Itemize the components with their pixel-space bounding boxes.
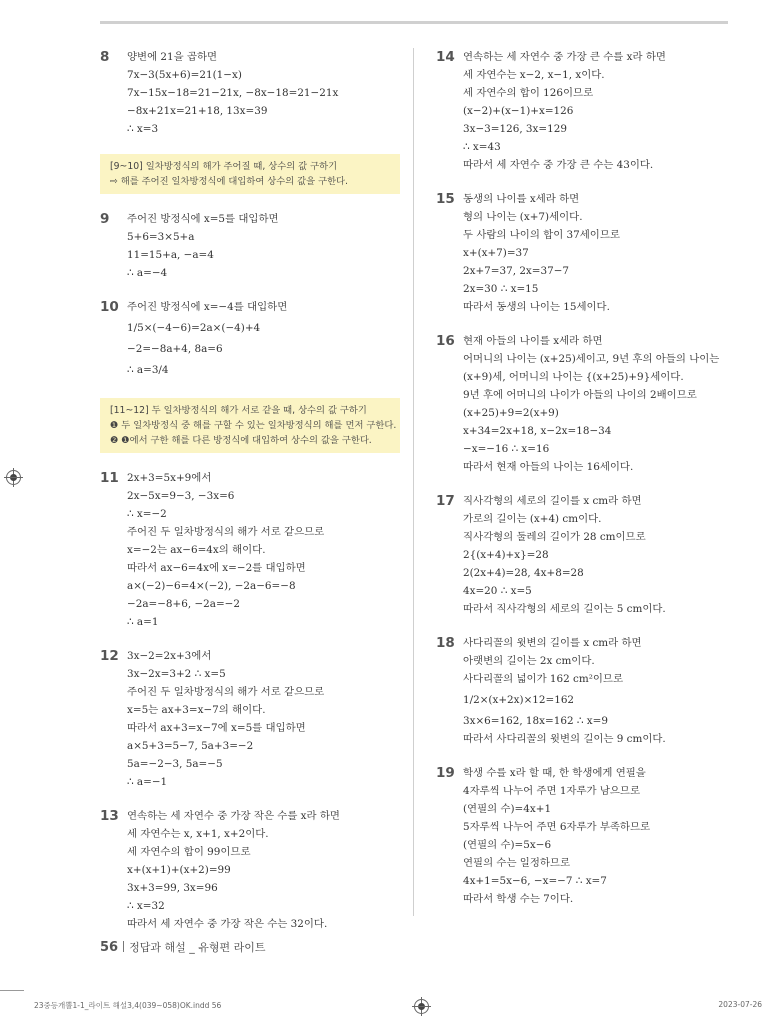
page-footer [100, 939, 265, 955]
solution-13 [100, 807, 400, 933]
solution-14 [436, 48, 736, 174]
solution-line: 양변에 21을 곱하면 [127, 51, 218, 63]
solution-line: 주어진 방정식에 x=−4를 대입하면 [127, 301, 288, 313]
solution-line: 세 자연수의 합이 99이므로 [127, 846, 251, 858]
tip-title: [9~10] 일차방정식의 해가 주어질 때, 상수의 값 구하기 [110, 161, 338, 172]
solution-8 [100, 48, 400, 138]
solution-line: 5자루씩 나누어 주면 6자루가 부족하므로 [463, 821, 651, 833]
solution-line: 사다리꼴의 넓이가 162 cm²이므로 [463, 673, 623, 685]
solution-line: 5a=−2−3, 5a=−5 [127, 758, 223, 770]
problem-number: 8 [100, 49, 110, 65]
solution-line: 따라서 학생 수는 7이다. [463, 893, 574, 905]
solution-line: 2x+7=37, 2x=37−7 [463, 265, 570, 277]
tip-box [100, 398, 400, 453]
solution-line: ∴ x=3 [127, 123, 159, 135]
solution-line: −x=−16 ∴ x=16 [463, 443, 550, 455]
solution-line: 두 사람의 나이의 합이 37세이므로 [463, 229, 620, 241]
solution-line: x+(x+7)=37 [463, 247, 529, 259]
solution-line: 5+6=3×5+a [127, 231, 195, 243]
solution-line: 11=15+a, −a=4 [127, 249, 214, 261]
problem-number: 16 [436, 333, 455, 349]
solution-16 [436, 332, 736, 476]
solution-10 [100, 298, 400, 382]
solution-line: (x+9)세, 어머니의 나이는 {(x+25)+9}세이다. [463, 371, 684, 383]
solution-line: 따라서 세 자연수 중 가장 큰 수는 43이다. [463, 159, 654, 171]
solution-line: 아랫변의 길이는 2x cm이다. [463, 655, 595, 667]
solution-line: a×5+3=5−7, 5a+3=−2 [127, 740, 254, 752]
problem-number: 10 [100, 299, 119, 315]
solution-line: −8x+21x=21+18, 13x=39 [127, 105, 268, 117]
solution-line: 7x−15x−18=21−21x, −8x−18=21−21x [127, 87, 339, 99]
registration-mark-icon [6, 470, 21, 485]
solution-line: ∴ x=43 [463, 141, 501, 153]
solution-line: 9년 후에 어머니의 나이가 아들의 나이의 2배이므로 [463, 389, 697, 401]
page-number: 56 [100, 940, 119, 955]
solution-line: 따라서 사다리꼴의 윗변의 길이는 9 cm이다. [463, 733, 666, 745]
solution-line: 3x×6=162, 18x=162 ∴ x=9 [463, 715, 608, 727]
solution-line: 따라서 현재 아들의 나이는 16세이다. [463, 461, 634, 473]
problem-number: 15 [436, 191, 455, 207]
solution-12 [100, 647, 400, 791]
solution-line: 세 자연수는 x, x+1, x+2이다. [127, 828, 269, 840]
solution-line: x+34=2x+18, x−2x=18−34 [463, 425, 612, 437]
solution-line: 직사각형의 둘레의 길이가 28 cm이므로 [463, 531, 646, 543]
solution-line: 3x−2=2x+3에서 [127, 650, 212, 662]
top-rule [100, 21, 728, 24]
tip-line: ❷ ❶에서 구한 해를 다른 방정식에 대입하여 상수의 값을 구한다. [110, 435, 372, 446]
solution-11 [100, 469, 400, 631]
solution-line: 주어진 두 일차방정식의 해가 서로 같으므로 [127, 686, 325, 698]
tip-line: ❶ 두 일차방정식 중 해를 구할 수 있는 일차방정식의 해를 먼저 구한다. [110, 420, 397, 431]
solution-line: ∴ a=3/4 [127, 364, 169, 376]
problem-number: 12 [100, 648, 119, 664]
solution-line: 따라서 동생의 나이는 15세이다. [463, 301, 610, 313]
solution-line: 세 자연수의 합이 126이므로 [463, 87, 594, 99]
solution-line: 연필의 수는 일정하므로 [463, 857, 570, 869]
registration-mark-icon [414, 999, 429, 1014]
solution-line: 1/2×(x+2x)×12=162 [463, 694, 575, 706]
solution-line: (x+25)+9=2(x+9) [463, 407, 559, 419]
solution-line: 따라서 ax−6=4x에 x=−2를 대입하면 [127, 562, 306, 574]
solution-18 [436, 634, 736, 748]
solution-line: 7x−3(5x+6)=21(1−x) [127, 69, 242, 81]
solution-line: x+(x+1)+(x+2)=99 [127, 864, 231, 876]
tip-title: [11~12] 두 일차방정식의 해가 서로 같을 때, 상수의 값 구하기 [110, 405, 367, 416]
problem-number: 11 [100, 470, 119, 486]
solution-19 [436, 764, 736, 908]
solution-line: ∴ a=−1 [127, 776, 168, 788]
solution-9 [100, 210, 400, 282]
solution-line: 현재 아들의 나이를 x세라 하면 [463, 335, 603, 347]
solution-line: 3x+3=99, 3x=96 [127, 882, 218, 894]
solution-line: (연필의 수)=4x+1 [463, 803, 552, 815]
footer-divider [123, 941, 124, 952]
problem-number: 14 [436, 49, 455, 65]
problem-number: 18 [436, 635, 455, 651]
solution-line: ∴ x=32 [127, 900, 165, 912]
solution-line: (x−2)+(x−1)+x=126 [463, 105, 574, 117]
solution-line: 연속하는 세 자연수 중 가장 큰 수를 x라 하면 [463, 51, 666, 63]
tip-line: ⇨ 해를 주어진 일차방정식에 대입하여 상수의 값을 구한다. [110, 176, 348, 187]
solution-line: 1/5×(−4−6)=2a×(−4)+4 [127, 322, 261, 334]
solution-line: 4자루씩 나누어 주면 1자루가 남으므로 [463, 785, 640, 797]
solution-line: 2(2x+4)=28, 4x+8=28 [463, 567, 584, 579]
footer-title: 정답과 해설 _ 유형편 라이트 [129, 941, 266, 954]
left-column [100, 48, 400, 949]
solution-line: 4x=20 ∴ x=5 [463, 585, 532, 597]
solution-line: 형의 나이는 (x+7)세이다. [463, 211, 583, 223]
solution-line: x=−2는 ax−6=4x의 해이다. [127, 544, 266, 556]
solution-17 [436, 492, 736, 618]
solution-line: 학생 수를 x라 할 때, 한 학생에게 연필을 [463, 767, 646, 779]
solution-line: 3x−3=126, 3x=129 [463, 123, 567, 135]
solution-line: 2x+3=5x+9에서 [127, 472, 212, 484]
problem-number: 9 [100, 211, 110, 227]
solution-line: 4x+1=5x−6, −x=−7 ∴ x=7 [463, 875, 607, 887]
right-column [436, 48, 736, 924]
column-divider [413, 48, 414, 916]
solution-line: 연속하는 세 자연수 중 가장 작은 수를 x라 하면 [127, 810, 340, 822]
solution-line: −2=−8a+4, 8a=6 [127, 343, 223, 355]
solution-line: x=5는 ax+3=x−7의 해이다. [127, 704, 266, 716]
solution-line: 3x−2x=3+2 ∴ x=5 [127, 668, 226, 680]
solution-line: (연필의 수)=5x−6 [463, 839, 552, 851]
solution-line: ∴ a=1 [127, 616, 159, 628]
solution-line: −2a=−8+6, −2a=−2 [127, 598, 240, 610]
crop-mark [0, 990, 24, 991]
problem-number: 19 [436, 765, 455, 781]
solution-line: 따라서 세 자연수 중 가장 작은 수는 32이다. [127, 918, 328, 930]
solution-line: 주어진 두 일차방정식의 해가 서로 같으므로 [127, 526, 325, 538]
solution-line: 어머니의 나이는 (x+25)세이고, 9년 후의 아들의 나이는 [463, 353, 720, 365]
solution-line: ∴ a=−4 [127, 267, 168, 279]
problem-number: 13 [100, 808, 119, 824]
solution-line: 직사각형의 세로의 길이를 x cm라 하면 [463, 495, 642, 507]
solution-line: 2x−5x=9−3, −3x=6 [127, 490, 235, 502]
solution-line: 따라서 직사각형의 세로의 길이는 5 cm이다. [463, 603, 666, 615]
solution-line: ∴ x=−2 [127, 508, 167, 520]
tip-box [100, 154, 400, 194]
print-slug-date: 2023-07-26 [718, 1000, 762, 1009]
solution-line: 세 자연수는 x−2, x−1, x이다. [463, 69, 605, 81]
solution-line: 따라서 ax+3=x−7에 x=5를 대입하면 [127, 722, 306, 734]
solution-line: 2{(x+4)+x}=28 [463, 549, 549, 561]
solution-15 [436, 190, 736, 316]
solution-line: 동생의 나이를 x세라 하면 [463, 193, 580, 205]
solution-line: a×(−2)−6=4×(−2), −2a−6=−8 [127, 580, 296, 592]
print-slug-file: 23중등개뿔1-1_라이트 해설3,4(039~058)OK.indd 56 [34, 1001, 222, 1010]
solution-line: 가로의 길이는 (x+4) cm이다. [463, 513, 602, 525]
solution-line: 사다리꼴의 윗변의 길이를 x cm라 하면 [463, 637, 642, 649]
problem-number: 17 [436, 493, 455, 509]
solution-line: 주어진 방정식에 x=5를 대입하면 [127, 213, 279, 225]
solution-line: 2x=30 ∴ x=15 [463, 283, 539, 295]
